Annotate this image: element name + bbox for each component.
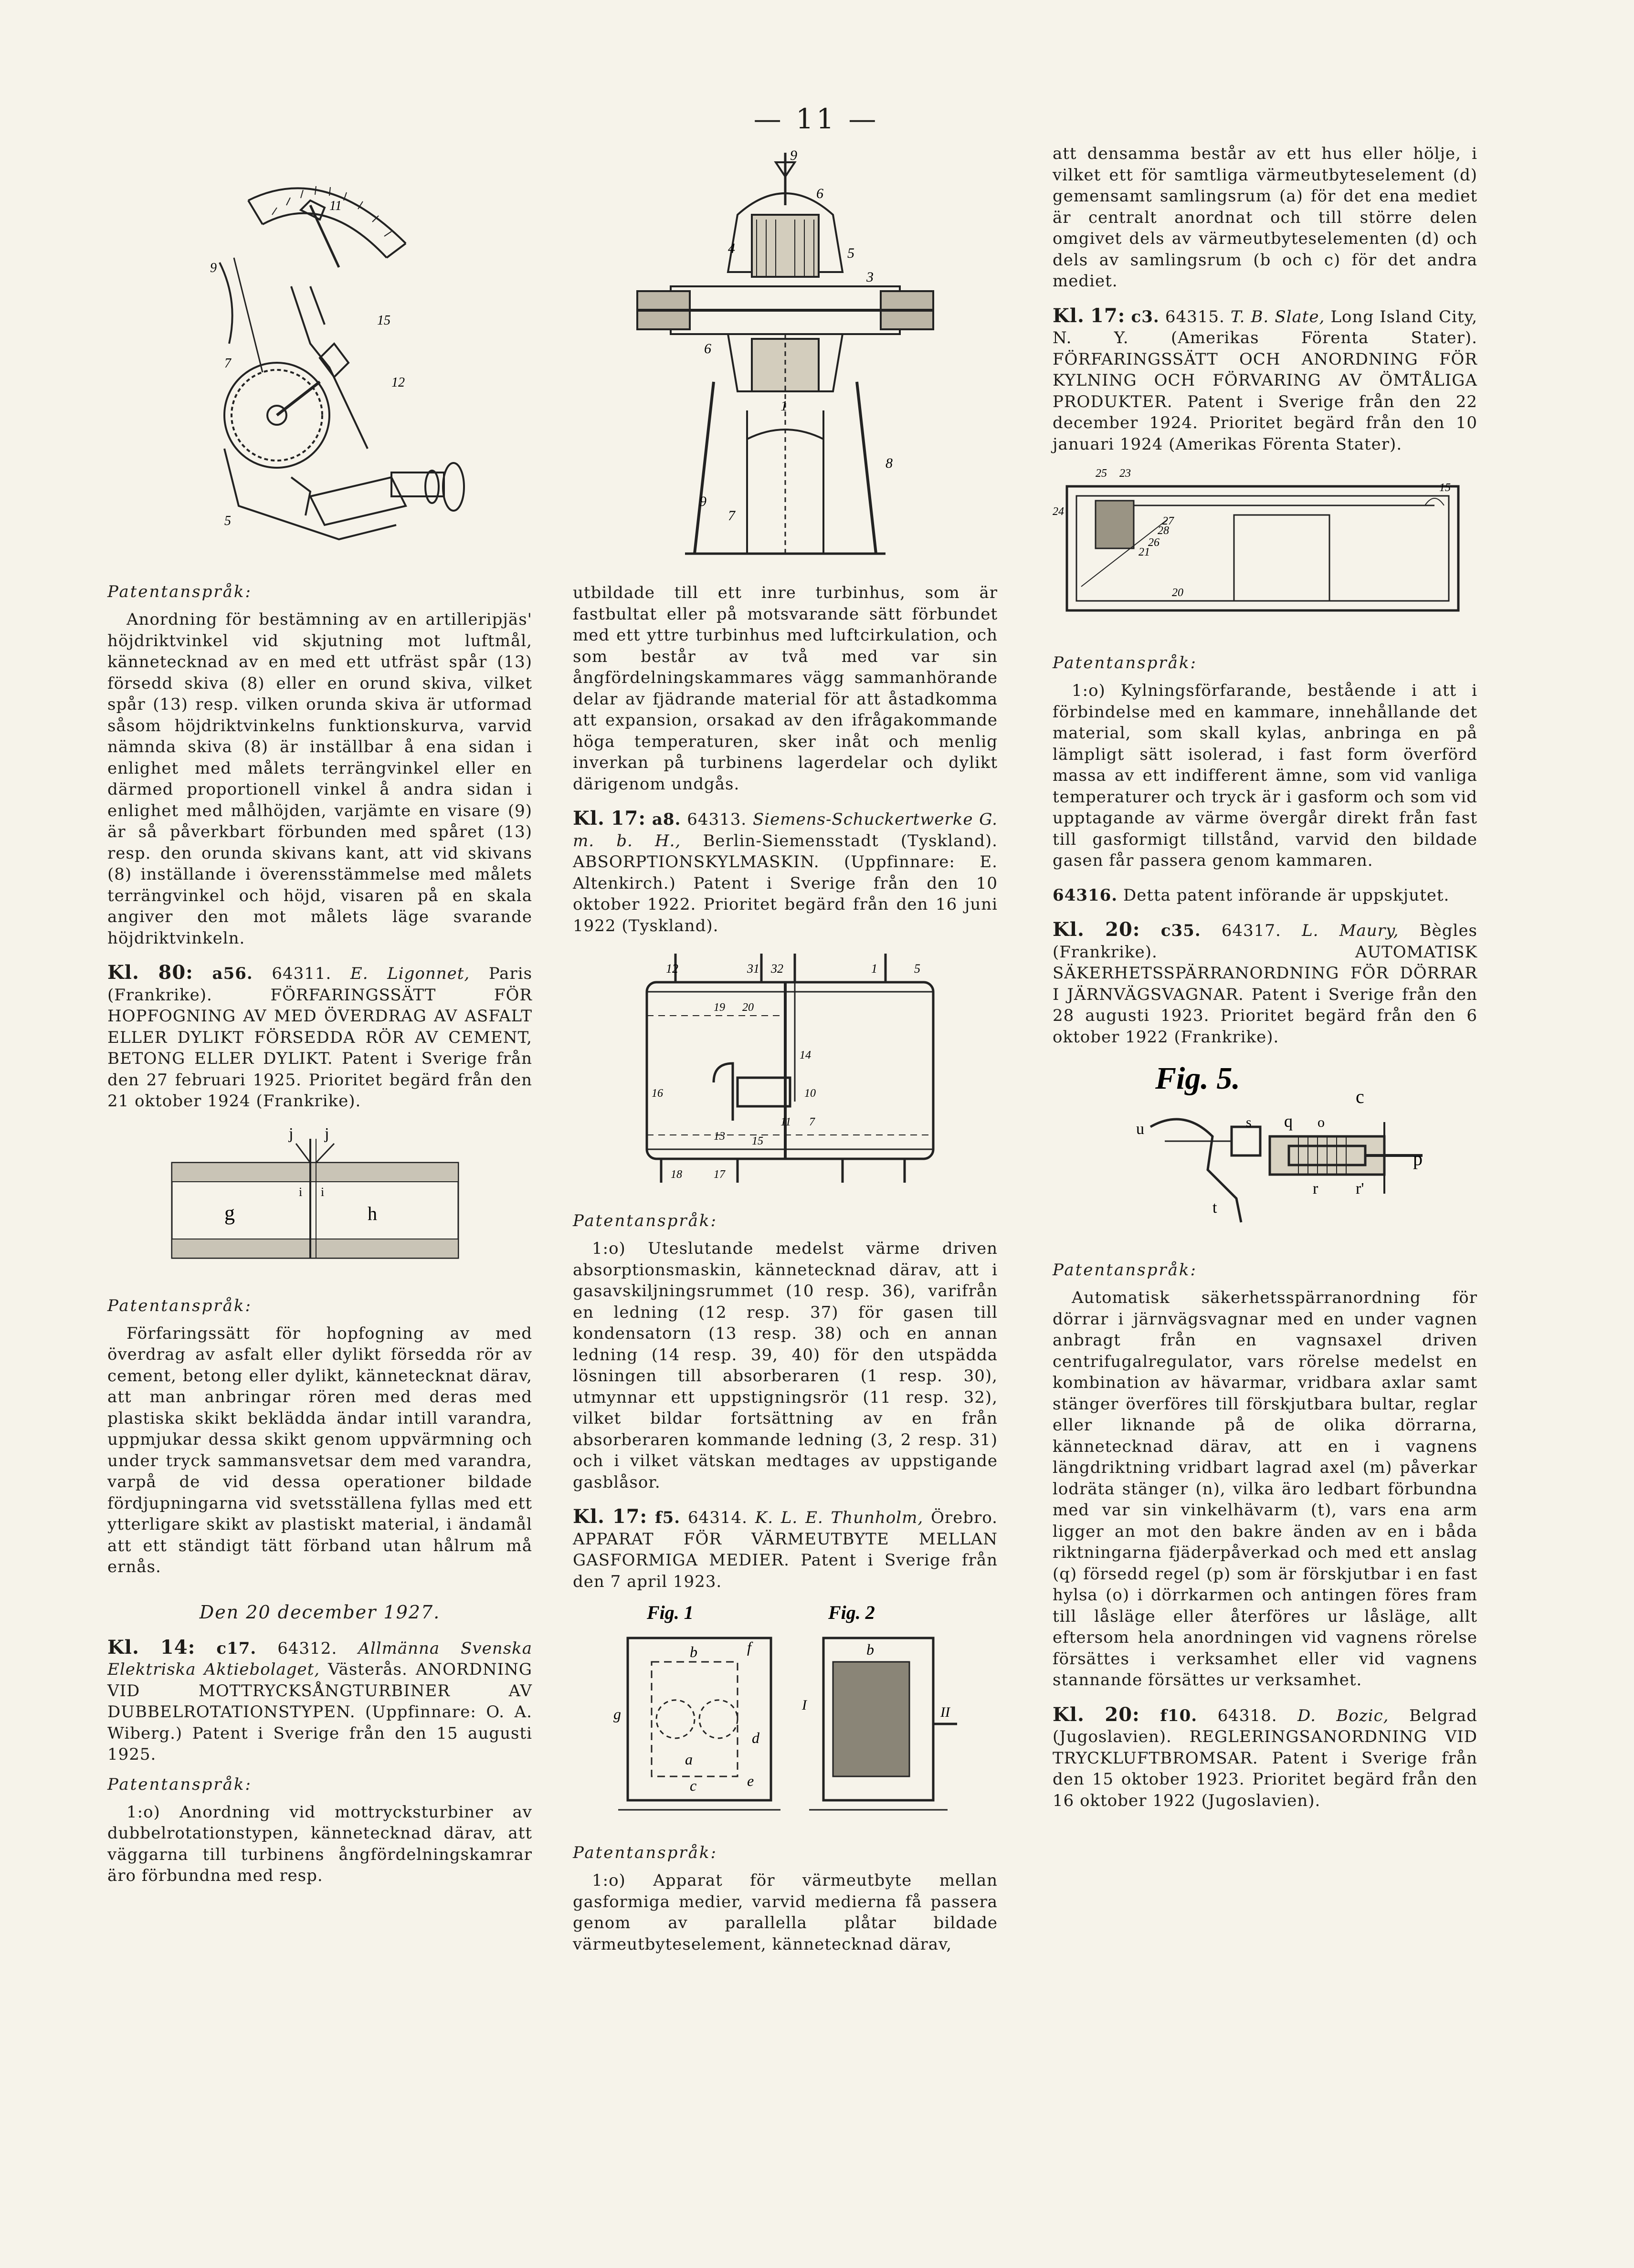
claim-heading: Patentanspråk:: [107, 1774, 252, 1794]
pipe-label: j: [325, 1124, 329, 1143]
fig-label: 12: [391, 375, 405, 390]
cooler-label: 15: [1439, 482, 1451, 494]
claim-heading: Patentanspråk:: [573, 1211, 717, 1230]
class-sub: c17.: [216, 1638, 257, 1658]
class-label: Kl.: [573, 807, 605, 830]
cooler-label: 27: [1162, 515, 1174, 527]
fig-label: 15: [377, 313, 390, 328]
cooler-label: 23: [1119, 467, 1131, 480]
absorb-label: 16: [652, 1087, 663, 1100]
class-number: 17:: [612, 1505, 648, 1528]
fig1-title: Fig. 1: [647, 1602, 694, 1623]
absorb-label: 5: [914, 962, 920, 976]
figure-door-lock: [1098, 1055, 1432, 1241]
figure-heat-exchanger: [604, 1600, 967, 1824]
class-number: 17:: [611, 807, 646, 830]
claim-text: Förfaringssätt för hopfogning av med överdrag av asfalt eller dylikt försedda rör av cement, betong eller dylikt, kännetecknat därav, att man anbringar rören med deras med plastiska skikt beklädda ändar intill varandra, uppmjukar dessa skikt genom uppvärmning och under tryck sammansvetsar dem med varandra, varpå de vid dessa operationer bildade fördjupningarna vid svetsställena fyllas med ett ytterligare skikt av plastiskt material, i ändamål att ett ständigt tätt förband utan hålrum må ernås.: [107, 1323, 532, 1576]
heat-label: b: [690, 1643, 697, 1660]
cooler-label: 21: [1139, 546, 1150, 558]
absorb-label: 7: [809, 1116, 815, 1128]
heat-label: a: [685, 1751, 693, 1768]
lock-label: p: [1413, 1148, 1423, 1169]
fig-label: 7: [224, 356, 231, 371]
class-sub: a8.: [652, 810, 681, 829]
turbine-label: 4: [728, 241, 735, 256]
patent-text: Örebro. APPARAT FÖR VÄRMEUTBYTE MELLAN GASFORMIGA MEDIER. Patent i Sverige från den 7 april 1923.: [573, 1508, 998, 1591]
claim-text: Automatisk säkerhetsspärranordning för dörrar i järnvägsvagnar med en under vagnen anbragt från en vagnsaxel driven centrifugalregulator, vars rörelse medelst en kombination av hävarmar, vridbara axlar samt stänger överföres till förskjutbara bultar, reglar eller liknande på de olika dörrarna, kännetecknad därav, att en i vagnens längdriktning vridbart lagrad axel (m) påverkar lodräta stänger (n), vilka äro ledbart förbundna med var sin vinkelhävarm (t), vars ena arm ligger an mot den bakre änden av en i båda riktningarna fjäderpåverkad och med ett anslag (q) försedd regel (p) som är förskjutbar i en fast hylsa (o) i dörrkarmen och antingen föres fram till låsläge eller återföres ur låsläge, allt eftersom hela anordningen vid vagnens rörelse försättes i verksamhet eller vid vagnens stannande försättes ur verksamhet.: [1053, 1288, 1477, 1690]
patent-64316: [1053, 885, 1477, 906]
class-label: Kl.: [107, 1636, 139, 1659]
lock-label: o: [1318, 1114, 1325, 1130]
lock-label: t: [1212, 1199, 1217, 1217]
column-2: [573, 143, 998, 1962]
turbine-label: 1: [780, 398, 788, 414]
absorb-label: 17: [714, 1168, 725, 1181]
lock-label: r': [1356, 1180, 1364, 1197]
figure-gun-sight: [167, 143, 473, 563]
claim-heading: Patentanspråk:: [1053, 653, 1197, 672]
absorb-label: 1: [871, 962, 877, 976]
date-heading: Den 20 december 1927.: [199, 1601, 441, 1623]
patent-number: 64314.: [687, 1508, 748, 1527]
pipe-label: i: [321, 1185, 325, 1199]
patent-64318: [1053, 1704, 1477, 1812]
class-number: 17:: [1090, 304, 1126, 327]
pipe-label: h: [368, 1202, 377, 1224]
claim-heading: Patentanspråk:: [107, 1296, 252, 1315]
claim-heading: Patentanspråk:: [1053, 1260, 1197, 1280]
column-1: [107, 143, 532, 1893]
patent-text: Berlin-Siemensstadt (Tyskland). ABSORPTIONSKYLMASKIN. (Uppfinnare: E. Altenkirch.) Patent i Sverige från den 10 oktober 1922. Prioritet begärd från den 16 juni 1922 (Tyskland).: [573, 831, 998, 935]
continued-text: att densamma består av ett hus eller hölje, i vilket ett för samtliga värmeutbyteselement (d) gemensamt samlingsrum (a) för det ena mediet är centralt anordnat och till större delen omgivet dels av värmeutbyteselementen (d) och dels av samlingsrum (b och c) för det andra mediet.: [1053, 144, 1477, 291]
patent-holder: Siemens-Schuckertwerke G. m. b. H.,: [573, 810, 998, 850]
class-label: Kl.: [1053, 918, 1085, 941]
claim-text: Anordning för bestämning av en artilleripjäs' höjdriktvinkel vid skjutning mot luftmål, kännetecknad av en med ett utfräst spår (13) försedd skiva (8) eller en orund skiva, vilket spår (13) resp. vilken orunda skiva är utformad såsom höjdriktvinkelns funktionskurva, varvid nämnda skiva (8) är inställbar å ena sidan i enlighet med målets terrängvinkel eller en därmed proportionell vinkel å andra sidan i enlighet med målhöjden, varjämte en visare (9) är så påverkbart förbunden med spåret (13) resp. den orunda skivans kant, att vid skivans (8) inställande i överensstämmelse med målets terrängvinkel och höjd, visaren på en skala angiver den mot målets läge svarande höjdriktvinkeln.: [107, 610, 532, 948]
figure-pipe-joint: [167, 1120, 473, 1277]
class-label: Kl.: [573, 1505, 605, 1528]
fig2-title: Fig. 2: [828, 1602, 875, 1623]
cooler-label: 28: [1158, 525, 1169, 537]
claim-text: 1:o) Kylningsförfarande, bestående i att i förbindelse med en kammare, innehållande det material, som skall kylas, anbringa en på lämpligt sätt isolerad, i fast form överförd massa av ett indifferent ämne, som vid vanliga temperaturer och tryck är i gasform och som vid upptagande av värme övergår direkt från fast till gasformigt tillstånd, varvid den bildade gasen får passera genom kammaren.: [1053, 681, 1477, 870]
continued-text: utbildade till ett inre turbinhus, som är fastbultat eller på motsvarande sätt förbundet med ett yttre turbinhus med luftcirkulation, och som består av två med var sin ångfördelningskammares vägg sammanhörande delar av fjädrande material för att åstadkomma att expansion, orsakad av den ifrågakommande höga temperaturen, sker inåt och menlig inverkan på turbinens lagerdelar och dylikt därigenom undgås.: [573, 583, 998, 794]
heat-label: b: [866, 1641, 874, 1658]
patent-64315: [1053, 305, 1477, 455]
cooler-label: 26: [1148, 536, 1160, 549]
patent-holder: L. Maury,: [1302, 921, 1399, 940]
absorb-label: 12: [666, 962, 678, 976]
patent-text: Paris (Frankrike). FÖRFARINGSSÄTT FÖR HOPFOGNING AV MED ÖVERDRAG AV ASFALT ELLER DYLIKT FÖRSEDDA RÖR AV CEMENT, BETONG ELLER DYLIKT. Patent i Sverige från den 27 februari 1925. Prioritet begärd från den 21 oktober 1924 (Frankrike).: [107, 964, 533, 1111]
absorb-label: 14: [800, 1049, 811, 1061]
heat-label: e: [747, 1772, 754, 1789]
patent-text: Long Island City, N. Y. (Amerikas Förenta Stater). FÖRFARINGSSÄTT OCH ANORDNING FÖR KYLNING OCH FÖRVARING AV ÖMTÅLIGA PRODUKTER. Patent i Sverige från den 22 december 1924. Prioritet begärd från den 10 januari 1924 (Amerikas Förenta Stater).: [1053, 307, 1478, 454]
claim-text: 1:o) Uteslutande medelst värme driven absorptionsmaskin, kännetecknad därav, att i gasavskiljningsrummet (10 resp. 36), varifrån en ledning (12 resp. 37) för gasen till kondensatorn (13 resp. 38) och en annan ledning (14 resp. 39, 40) för den utspädda lösningen till absorberaren (1 resp. 30), utmynnar ett uppstigningsrör (11 resp. 32), vilket bildar fortsättning av en från absorberaren kommande ledning (3, 2 resp. 31) och i vilket vätskan medtages av uppstigande gasblåsor.: [573, 1239, 998, 1492]
turbine-label: 9: [790, 147, 797, 163]
claim-heading: Patentanspråk:: [107, 582, 252, 601]
class-label: Kl.: [1053, 1703, 1085, 1726]
fig-label: 11: [329, 199, 342, 213]
claim-heading: Patentanspråk:: [573, 1843, 717, 1862]
patent-number: 64315.: [1165, 307, 1225, 326]
absorb-label: 18: [671, 1168, 682, 1181]
patent-64314: [573, 1506, 998, 1592]
absorb-label: 31: [747, 962, 759, 976]
patent-text: Bègles (Frankrike). AUTOMATISK SÄKERHETSSPÄRRANORDNING FÖR DÖRRAR I JÄRNVÄGSVAGNAR. Patent i Sverige från den 28 augusti 1923. Prioritet begärd från den 6 oktober 1922 (Frankrike).: [1053, 921, 1478, 1047]
class-number: 20:: [1105, 1703, 1140, 1726]
patent-64313: [573, 808, 998, 936]
patent-holder: T. B. Slate,: [1230, 307, 1325, 326]
turbine-label: 6: [704, 341, 711, 357]
absorb-label: 19: [714, 1001, 725, 1014]
class-label: Kl.: [1053, 304, 1085, 327]
absorb-label: 11: [780, 1116, 791, 1128]
patent-number: 64316.: [1053, 885, 1118, 905]
claim-text: 1:o) Anordning vid mottrycksturbiner av dubbelrotationstypen, kännetecknad därav, att väggarna till turbinens ångfördelningskamrar äro förbundna med resp.: [107, 1802, 532, 1885]
patent-number: 64318.: [1217, 1706, 1277, 1725]
fig-label: 5: [224, 514, 231, 528]
lock-label: s: [1246, 1114, 1252, 1130]
patent-number: 64313.: [687, 810, 747, 829]
turbine-drawing: [628, 143, 943, 563]
heat-exchanger-drawing: [604, 1600, 967, 1824]
patent-number: 64312.: [277, 1638, 337, 1658]
turbine-label: 7: [728, 508, 735, 524]
class-sub: a56.: [212, 964, 253, 983]
pipe-label: i: [299, 1185, 303, 1199]
figure-turbine: [628, 143, 943, 563]
class-number: 14:: [160, 1636, 196, 1659]
heat-label: II: [940, 1704, 950, 1720]
patent-holder: Allmänna Svenska Elektriska Aktiebolaget,: [107, 1638, 533, 1679]
heat-label: I: [802, 1697, 807, 1713]
absorb-label: 10: [804, 1087, 816, 1100]
fig5-title: Fig. 5.: [1155, 1061, 1240, 1096]
class-sub: c35.: [1160, 921, 1201, 940]
lock-label: q: [1284, 1112, 1293, 1131]
patent-text: Detta patent införande är uppskjutet.: [1123, 885, 1450, 905]
patent-holder: E. Ligonnet,: [350, 964, 470, 983]
absorb-label: 15: [752, 1135, 763, 1147]
class-sub: f5.: [655, 1508, 681, 1527]
class-number: 80:: [158, 961, 193, 984]
absorb-label: 13: [714, 1130, 725, 1143]
pipe-label: g: [224, 1201, 235, 1225]
claim-text: 1:o) Apparat för värmeutbyte mellan gasformiga medier, varvid medierna få passera genom av parallella plåtar bildade värmeutbyteselement, kännetecknad därav,: [573, 1871, 998, 1954]
patent-holder: K. L. E. Thunholm,: [755, 1508, 924, 1527]
patent-number: 64317.: [1221, 921, 1281, 940]
patent-number: 64311.: [272, 964, 332, 983]
heat-label: g: [613, 1705, 621, 1722]
turbine-label: 6: [816, 186, 823, 201]
class-number: 20:: [1105, 918, 1140, 941]
class-label: Kl.: [107, 961, 139, 984]
patent-64311: [107, 962, 532, 1112]
absorb-label: 32: [771, 962, 783, 976]
door-lock-drawing: [1098, 1055, 1432, 1241]
cooler-label: 24: [1053, 505, 1064, 518]
gun-sight-drawing: [167, 143, 473, 563]
fig-label: 9: [210, 261, 217, 275]
absorb-label: 20: [742, 1001, 754, 1014]
patent-text: Västerås. ANORDNING VID MOTTRYCKSÅNGTURBINER AV DUBBELROTATIONSTYPEN. (Uppfinnare: O. A. Wiberg.) Patent i Sverige från den 15 augusti 1925.: [107, 1660, 533, 1764]
absorption-drawing: [618, 944, 952, 1192]
heat-label: c: [690, 1777, 697, 1794]
figure-absorption-machine: [618, 944, 952, 1192]
heat-label: f: [747, 1638, 751, 1656]
patent-64312: [107, 1637, 532, 1765]
lock-label: u: [1136, 1120, 1144, 1138]
pipe-joint-drawing: [167, 1120, 473, 1277]
patent-holder: D. Bozic,: [1297, 1706, 1389, 1725]
page-number: — 11 —: [753, 103, 879, 135]
patent-text: Belgrad (Jugoslavien). REGLERINGSANORDNING VID TRYCKLUFTBROMSAR. Patent i Sverige från den 15 oktober 1923. Prioritet begärd från den 16 oktober 1922 (Jugoslavien).: [1053, 1706, 1477, 1810]
cooler-label: 20: [1172, 587, 1183, 599]
turbine-label: 8: [886, 455, 893, 471]
cooler-drawing: [1053, 462, 1477, 634]
lock-label: r: [1313, 1180, 1318, 1197]
patent-64317: [1053, 919, 1477, 1048]
lock-label: c: [1356, 1086, 1364, 1107]
figure-cooler: [1053, 462, 1477, 634]
heat-label: d: [752, 1729, 759, 1746]
turbine-label: 5: [847, 245, 854, 261]
cooler-label: 25: [1096, 467, 1107, 480]
turbine-label: 9: [699, 494, 706, 509]
column-3: [1053, 143, 1477, 1819]
pipe-label: j: [289, 1124, 294, 1143]
class-sub: c3.: [1131, 307, 1160, 326]
turbine-label: 3: [866, 269, 874, 285]
class-sub: f10.: [1160, 1706, 1198, 1725]
